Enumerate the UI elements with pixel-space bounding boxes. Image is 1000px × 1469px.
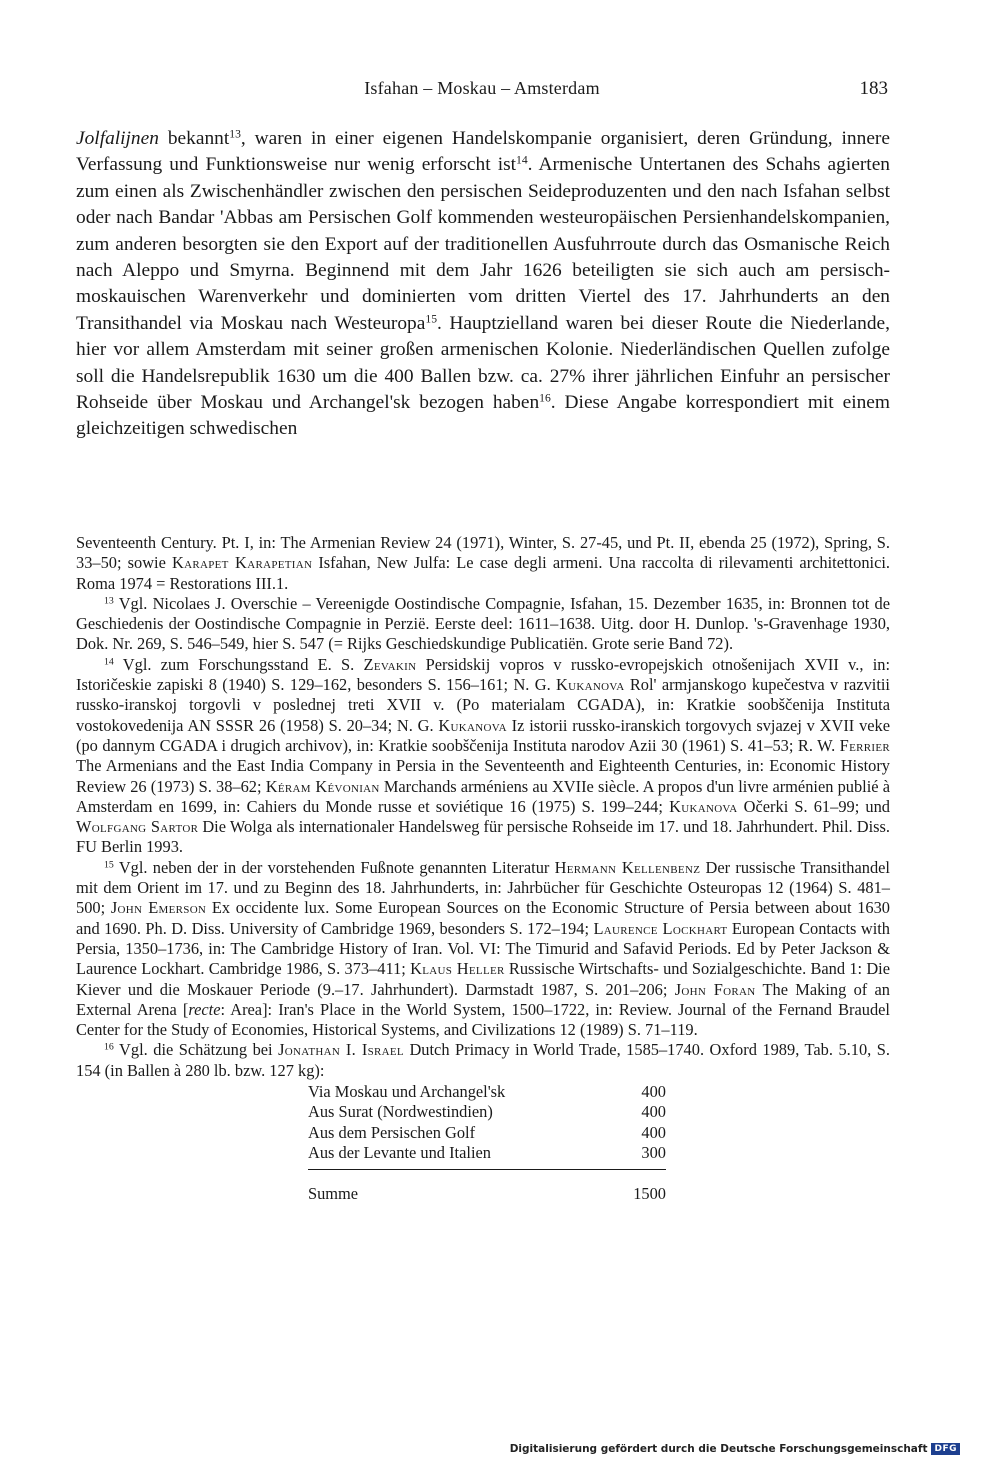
italic-term: Jolfalijnen bbox=[76, 128, 159, 149]
footnote-text: Isfahan, New Julfa: Le case degli armeni. Una raccolta di rilevamenti architettonici. Roma 1974 = Restorations III.1. bbox=[76, 553, 890, 593]
footnote-number: 14 bbox=[104, 656, 114, 668]
footnote-text: The Making of an External Arena [ bbox=[76, 979, 890, 1019]
footnote-ref-13[interactable]: 13 bbox=[229, 127, 241, 141]
footnote-text: Die Wolga als internationaler Handelsweg für persische Rohseide im 17. und 18. Jahrhundert. Phil. Diss. FU Berlin 1993. bbox=[76, 817, 890, 857]
table-sum-label: Summe bbox=[308, 1184, 359, 1204]
footnote-text: The Armenians and the East India Company in Persia in the Seventeenth and Eighteenth Centuries, in: Economic History Review 26 (1973) S. 38–62; bbox=[76, 756, 890, 796]
author-name: John Foran bbox=[674, 979, 756, 999]
author-name: Hermann Kellenbenz bbox=[554, 857, 701, 877]
footnote-text: Persidskij vopros v russko-evropejskich otnošenijach XVII v., in: Istoričeskie zapiski 8 (1940) S. 129–162, besonders S. 156–161; N. G. bbox=[76, 654, 890, 695]
table-cell-value: 300 bbox=[608, 1143, 666, 1170]
footnote-continuation bbox=[76, 533, 890, 594]
author-name: Kukanova bbox=[669, 796, 738, 816]
body-text-segment: , waren in einer eigenen Handelskompanie organisiert, deren Gründung, innere Verfassung und Funktionsweise nur wenig erforscht ist bbox=[76, 128, 890, 176]
footnote-number: 16 bbox=[104, 1042, 114, 1054]
digitization-credit bbox=[510, 1443, 960, 1455]
footnote-ref-15[interactable]: 15 bbox=[425, 312, 437, 326]
body-text-segment: bekannt bbox=[158, 128, 230, 149]
table-cell-label: Aus Surat (Nordwestindien) bbox=[308, 1102, 493, 1122]
footnote-text: Vgl. zum Forschungsstand E. S. bbox=[113, 654, 364, 674]
footnote-text: Der russische Transithandel mit dem Orient im 17. und zu Beginn des 18. Jahrhunderts, in: Jahrbücher für Geschichte Osteuropas 12 (1964) S. 481–500; bbox=[76, 857, 890, 918]
author-name: Wolfgang Sartor bbox=[76, 817, 199, 837]
footnote-13 bbox=[76, 594, 890, 655]
table-row bbox=[308, 1102, 666, 1122]
footnotes-section bbox=[76, 533, 890, 1205]
table-row bbox=[308, 1143, 666, 1170]
footnote-15 bbox=[76, 858, 890, 1041]
table-row bbox=[308, 1123, 666, 1143]
author-name: Ferrier bbox=[839, 735, 890, 755]
table-row bbox=[308, 1082, 666, 1102]
footnote-text: Dutch Primacy in World Trade, 1585–1740. Oxford 1989, Tab. 5.10, S. 154 (in Ballen à 280 lb. bzw. 127 kg): bbox=[76, 1040, 890, 1080]
author-name: Kukanova bbox=[438, 715, 507, 735]
table-cell-value: 400 bbox=[641, 1122, 666, 1142]
footnote-text: Iz istorii russko-iranskich torgovych svjazej v XVII veke (po dannym CGADA i drugich archivov), in: Kratkie soobščenija Instituta narodov Azii 30 (1961) S. 41–53; R. W. bbox=[76, 715, 891, 755]
footnote-number: 13 bbox=[104, 595, 114, 607]
footnote-text: Očerki S. 61–99; und bbox=[737, 796, 890, 816]
credit-text: Digitalisierung gefördert durch die Deutsche Forschungsgemeinschaft bbox=[509, 1443, 928, 1455]
footnote-text: Vgl. neben der in der vorstehenden Fußnote genannten Literatur bbox=[113, 857, 555, 877]
table-sum-value: 1500 bbox=[633, 1184, 666, 1204]
page-number: 183 bbox=[859, 78, 888, 99]
footnote-text: Ex occidente lux. Some European Sources on the Economic Structure of Persia between about 1630 and 1690. Ph. D. Diss. University of Cambridge 1969, besonders S. 172–194; bbox=[76, 898, 890, 938]
author-name: Karapet Karapetian bbox=[171, 553, 313, 573]
author-name: John Emerson bbox=[110, 898, 207, 918]
footnote-text: Vgl. die Schätzung bei bbox=[113, 1040, 279, 1060]
author-name: Laurence Lockhart bbox=[593, 918, 728, 938]
dfg-logo-icon: DFG bbox=[931, 1443, 960, 1455]
footnote-number: 15 bbox=[104, 859, 114, 871]
footnote-text: Rol' armjanskogo kupečestva v razvitii russko-iranskoj torgovli v poslednej treti XVII v. (Po materialam CGADA), in: Kratkie soobščenija Instituta vostokovedenija AN SSSR 26 (1958) S. 20–34; N. G. bbox=[76, 675, 890, 735]
table-cell-label: Via Moskau und Archangel'sk bbox=[308, 1082, 506, 1102]
footnote-text: Russische Wirtschafts- und Sozialgeschichte. Band 1: Die Kiever und die Moskauer Periode (9.–17. Jahrhundert). Darmstadt 1987, S. 201–206; bbox=[76, 959, 891, 999]
running-title: Isfahan – Moskau – Amsterdam bbox=[364, 78, 600, 98]
italic-term: recte bbox=[188, 999, 221, 1019]
footnote-14 bbox=[76, 655, 890, 858]
footnote-text: Marchands arméniens au XVIIe siècle. A propos d'un livre arménien publié à Amsterdam en 1699, in: Cahiers du Monde russe et soviétique 16 (1975) S. 199–244; bbox=[76, 776, 890, 816]
table-sum-row bbox=[308, 1170, 666, 1205]
footnote-text: Vgl. Nicolaes J. Overschie – Vereenigde Oostindische Compagnie, Isfahan, 15. Dezember 1635, in: Bronnen tot de Geschiedenis der Oostindische Compagnie in Perzië. Eerste deel: 1611–1638. Uitg. door H. Dunlop. 's-Gravenhage 1930, Dok. Nr. 269, S. 546–549, hier S. 547 (= Rijks Geschiedskundige Publicatiën. Grote serie Band 72). bbox=[76, 593, 890, 654]
footnote-text: Seventeenth Century. Pt. I, in: The Armenian Review 24 (1971), Winter, S. 27-45, und Pt. II, ebenda 25 (1972), Spring, S. 33–50; sowie bbox=[76, 533, 890, 573]
footnote-ref-14[interactable]: 14 bbox=[516, 154, 528, 168]
author-name: Jonathan I. Israel bbox=[278, 1040, 404, 1060]
table-cell-label: Aus dem Persischen Golf bbox=[308, 1122, 476, 1142]
page-header bbox=[76, 78, 888, 108]
body-text-segment: . Armenische Untertanen des Schahs agierten zum einen als Zwischenhändler zwischen den persischen Seideproduzenten und den nach Isfahan selbst oder nach Bandar 'Abbas am Persischen Golf kommenden westeuropäischen Persienhandelskompanien, zum anderen besorgten sie den Export auf der traditionellen Ausfuhrroute durch das Osmanische Reich nach Aleppo und Smyrna. Beginnend mit dem Jahr 1626 beteiligten sie sich auch am persisch-moskauischen Warenverkehr und dominierten vom dritten Viertel des 17. Jahrhunderts an den Transithandel via Moskau nach Westeuropa bbox=[76, 154, 890, 334]
footnote-ref-16[interactable]: 16 bbox=[539, 391, 551, 405]
table-cell-label: Aus der Levante und Italien bbox=[308, 1143, 608, 1170]
author-name: Kukanova bbox=[556, 675, 625, 695]
author-name: Kéram Kévonian bbox=[265, 776, 380, 796]
main-paragraph bbox=[76, 126, 890, 443]
table-cell-value: 400 bbox=[641, 1102, 666, 1122]
footnote-16 bbox=[76, 1040, 890, 1081]
footnote-text: : Area]: Iran's Place in the World System, 1500–1722, in: Review. Journal of the Fernand Braudel Center for the Study of Economies, Historical Systems, and Civilizations 12 (1989) S. 71–119. bbox=[76, 999, 890, 1040]
author-name: Zevakin bbox=[363, 654, 417, 674]
body-text-segment: . Hauptzielland waren bei dieser Route die Niederlande, hier vor allem Amsterdam mit seiner großen armenischen Kolonie. Niederländischen Quellen zufolge soll die Handelsrepublik 1630 um die 400 Ballen bzw. ca. 27% ihrer jährlichen Einfuhr an persischer Rohseide über Moskau und Archangel'sk bezogen haben bbox=[76, 312, 891, 414]
table-cell-value: 400 bbox=[641, 1082, 666, 1102]
silk-import-table bbox=[308, 1082, 666, 1204]
author-name: Klaus Heller bbox=[410, 959, 505, 979]
footnote-text: European Contacts with Persia, 1350–1736, in: The Cambridge History of Iran. Vol. VI: The Timurid and Safavid Periods. Ed by Peter Jackson & Laurence Lockhart. Cambridge 1986, S. 373–411; bbox=[76, 918, 891, 979]
body-text-segment: . Diese Angabe korrespondiert mit einem gleichzeitigen schwedischen bbox=[76, 392, 891, 440]
